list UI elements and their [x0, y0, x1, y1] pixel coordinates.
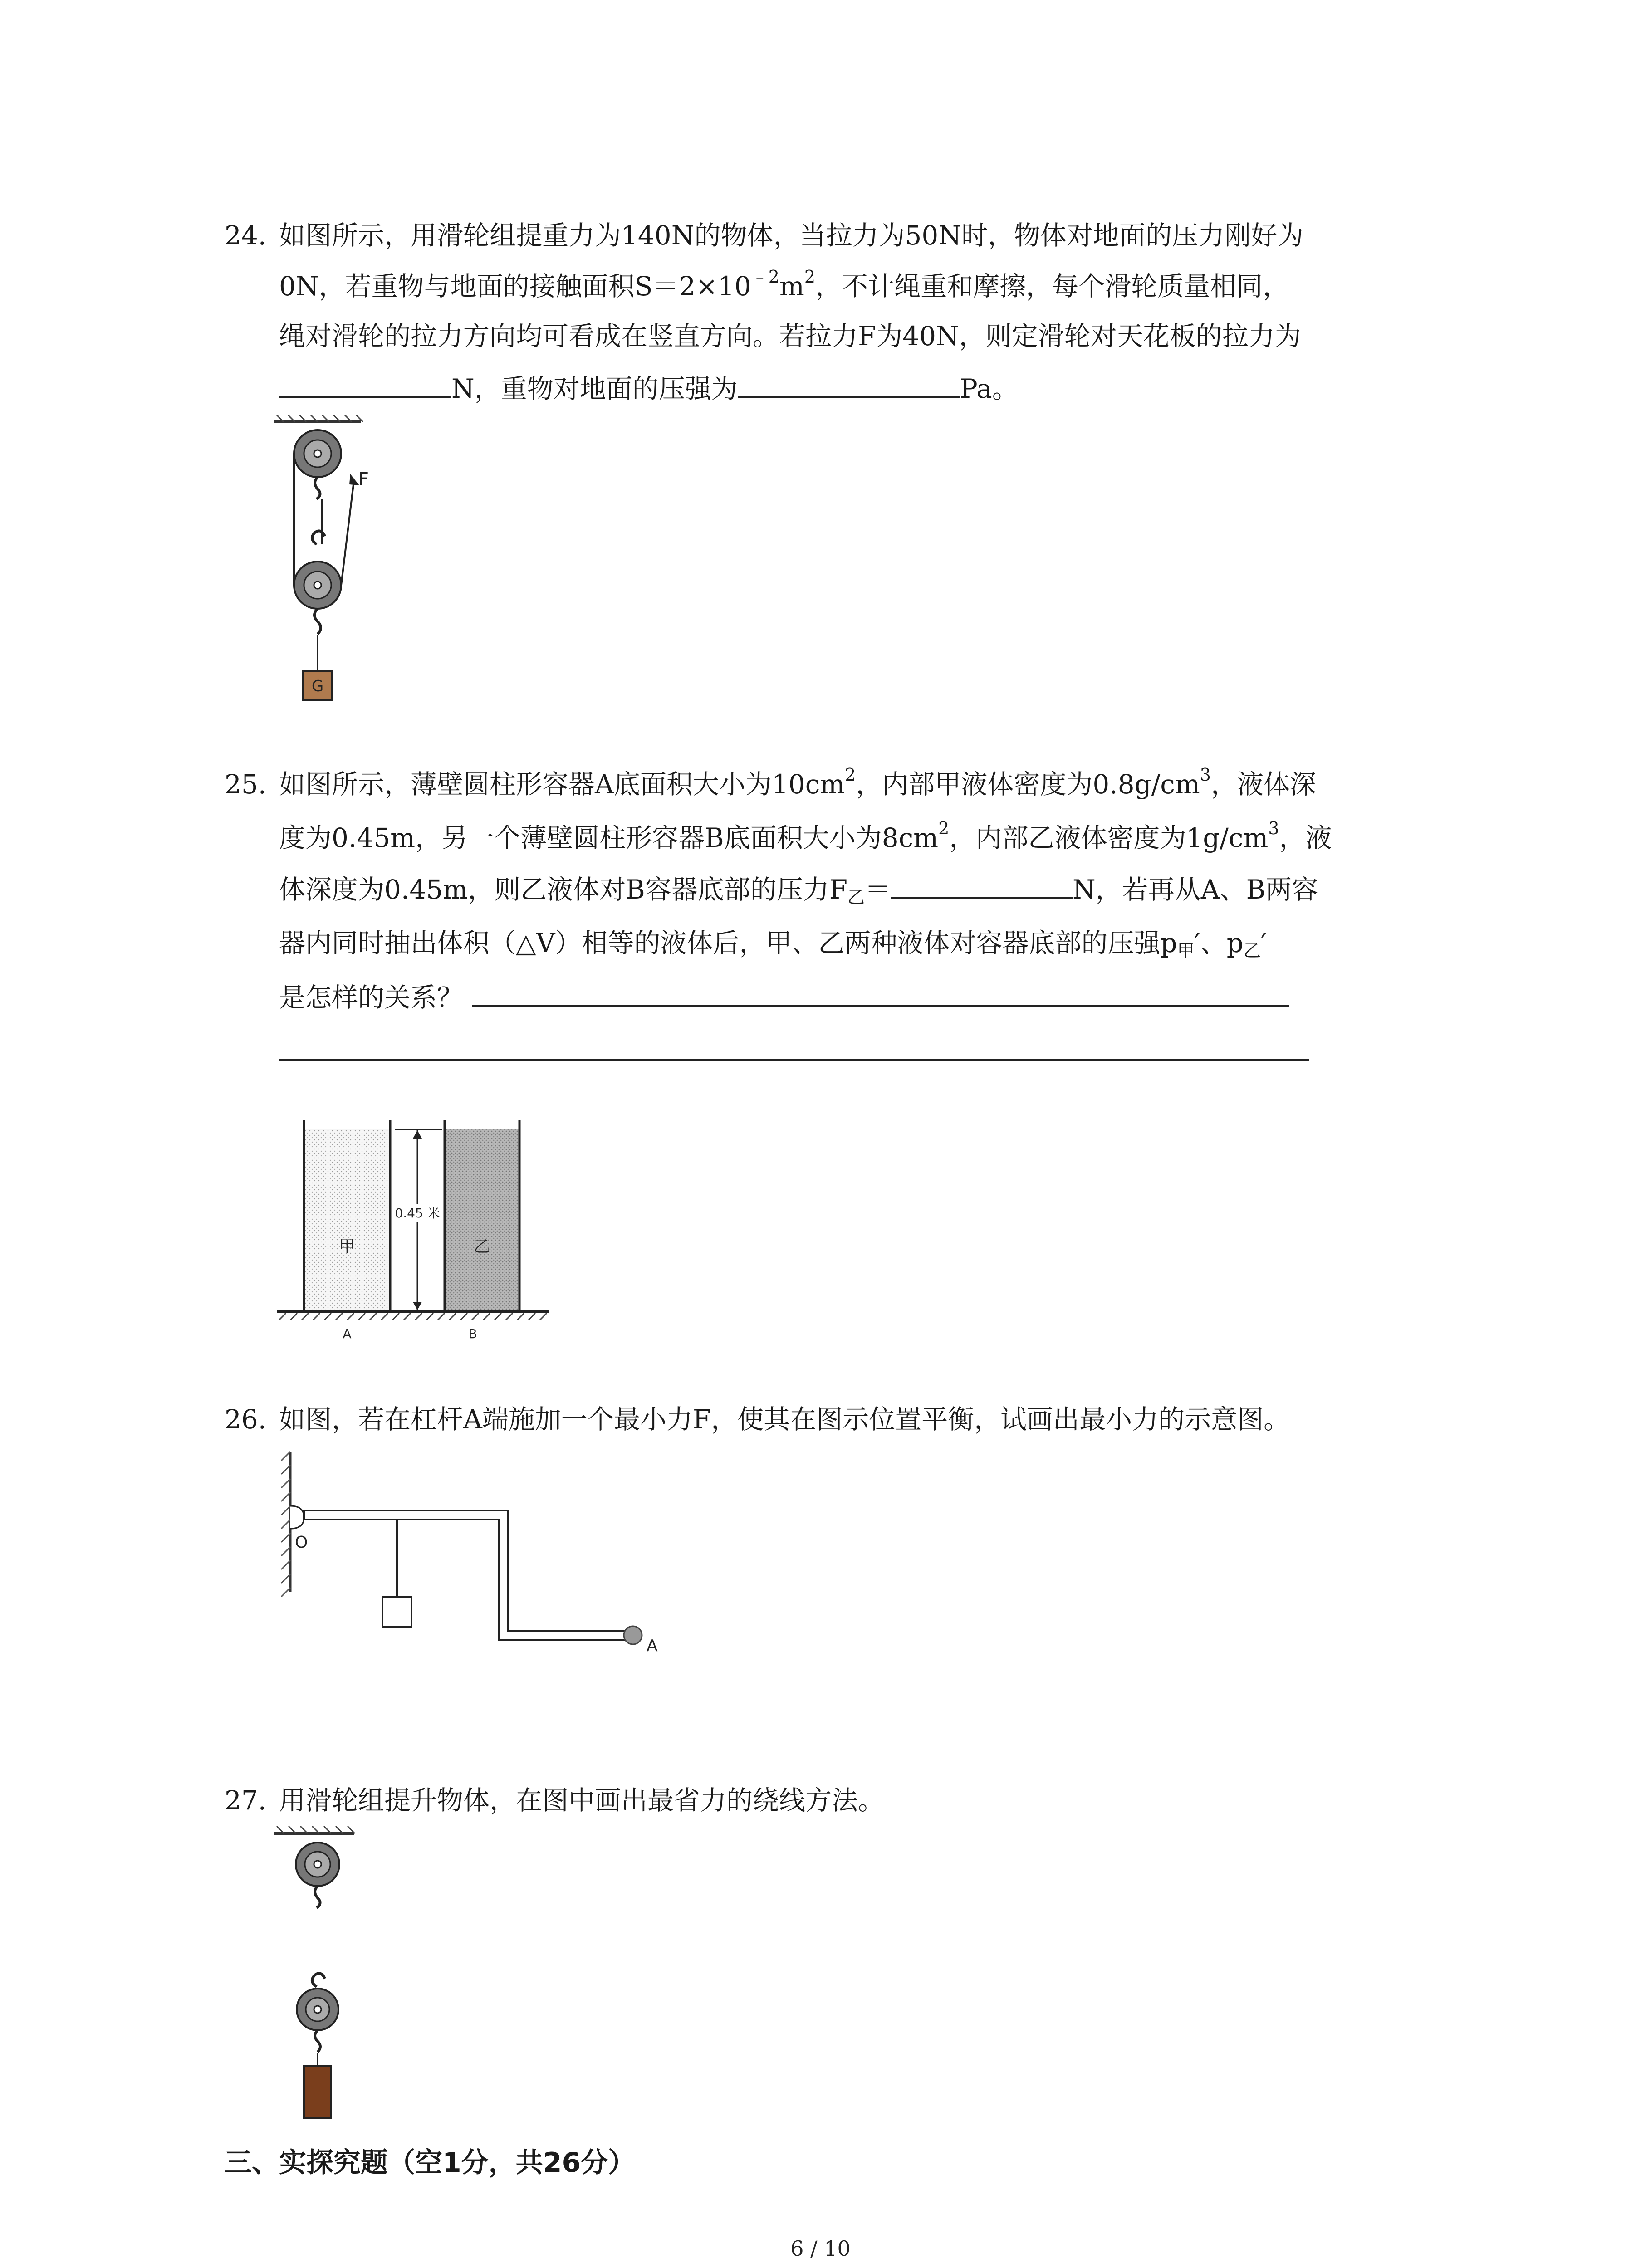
q25-text-4c: ′ [1260, 928, 1267, 958]
q25-sub-2: 甲 [1177, 941, 1195, 961]
q24-text-3: 绳对滑轮的拉力方向均可看成在竖直方向。若拉力F为40N，则定滑轮对天花板的拉力为 [279, 321, 1301, 352]
q25-sub-1: 乙 [847, 887, 865, 907]
section-3-heading: 三、实探究题（空1分，共26分） [225, 2147, 636, 2179]
q25-text-4b: ′、p [1194, 928, 1244, 958]
q27-pulley-figure [272, 1823, 381, 2132]
q24-exponent-2: 2 [804, 267, 816, 287]
q25-text-1c: ，液体深 [1210, 769, 1316, 800]
q24-exponent: ﹣2 [751, 267, 779, 287]
q24-weight-label: G [311, 677, 324, 695]
q25-containers-figure [277, 1116, 558, 1352]
q25-line2 [279, 818, 1332, 853]
q25-sup-3: 2 [938, 818, 950, 838]
page-number: 6 / 10 [790, 2236, 851, 2261]
q24-line4 [279, 373, 1019, 404]
q25-text-3c: N，若再从A、B两容 [1073, 874, 1318, 905]
q25-line5 [279, 984, 1289, 1011]
q25-sup-2: 3 [1200, 765, 1211, 785]
q25-text-2a: 度为0.45m，另一个薄壁圆柱形容器B底面积大小为8cm [279, 822, 939, 853]
q24-text-2a: 0N，若重物与地面的接触面积S＝2×10 [279, 271, 751, 302]
q25-text-3b: ＝ [865, 874, 892, 905]
q27-text-1: 用滑轮组提升物体，在图中画出最省力的绕线方法。 [279, 1785, 885, 1816]
q25-number: 25. [225, 769, 267, 800]
q26-lever-figure [277, 1447, 685, 1656]
q25-text-4a: 器内同时抽出体积（△V）相等的液体后，甲、乙两种液体对容器底部的压强p [279, 928, 1177, 958]
q25-line3 [279, 874, 1318, 907]
q24-line2 [279, 267, 1289, 302]
q25-liquid-yi-label: 乙 [473, 1237, 490, 1256]
q24-number: 24. [225, 220, 267, 251]
q26-pivot-label: O [295, 1533, 308, 1552]
q25-container-A-label: A [343, 1326, 352, 1341]
q24-text-4b: Pa。 [960, 373, 1019, 404]
q24-line3 [279, 321, 1301, 352]
q24-force-label: F [358, 469, 369, 490]
q25-sup-4: 3 [1268, 818, 1279, 838]
q26-text-1: 如图，若在杠杆A端施加一个最小力F，使其在图示位置平衡，试画出最小力的示意图。 [279, 1404, 1290, 1435]
q25-sup-1: 2 [845, 765, 856, 785]
q25-blank-2[interactable] [472, 1000, 1289, 1007]
q25-text-2b: ，内部乙液体密度为1g/cm [949, 822, 1269, 853]
q24-pulley-figure [272, 413, 390, 712]
q26-end-A-label: A [647, 1637, 658, 1655]
q26-line1 [225, 1404, 1290, 1435]
q24-text-4a: N，重物对地面的压强为 [451, 373, 738, 404]
q25-line1 [225, 765, 1316, 800]
q27-line1 [225, 1785, 885, 1816]
q24-text-2b: m [779, 271, 804, 302]
q26-number: 26. [225, 1404, 267, 1435]
q25-line4 [279, 928, 1267, 961]
q25-sub-3: 乙 [1243, 941, 1261, 961]
q25-text-3a: 体深度为0.45m，则乙液体对B容器底部的压力F [279, 874, 848, 905]
q25-depth-label: 0.45 米 [395, 1206, 440, 1221]
q25-line6 [279, 1039, 1309, 1065]
q25-liquid-jia-label: 甲 [338, 1237, 356, 1256]
q24-line1 [225, 222, 1303, 249]
q25-text-1a: 如图所示，薄壁圆柱形容器A底面积大小为10cm [279, 769, 845, 800]
q25-blank-3[interactable] [279, 1055, 1309, 1061]
q24-text-2c: ，不计绳重和摩擦，每个滑轮质量相同， [815, 271, 1289, 302]
q24-text-1: 如图所示，用滑轮组提重力为140N的物体，当拉力为50N时，物体对地面的压力刚好为 [279, 220, 1304, 251]
q25-text-2c: ，液 [1279, 822, 1332, 853]
q25-text-1b: ，内部甲液体密度为0.8g/cm [856, 769, 1200, 800]
q25-container-B-label: B [468, 1326, 477, 1341]
q25-blank-1[interactable] [891, 892, 1073, 899]
q25-text-5: 是怎样的关系？ [279, 982, 464, 1013]
q27-number: 27. [225, 1785, 267, 1816]
q24-blank-1[interactable] [279, 391, 451, 398]
q24-blank-2[interactable] [738, 391, 960, 398]
